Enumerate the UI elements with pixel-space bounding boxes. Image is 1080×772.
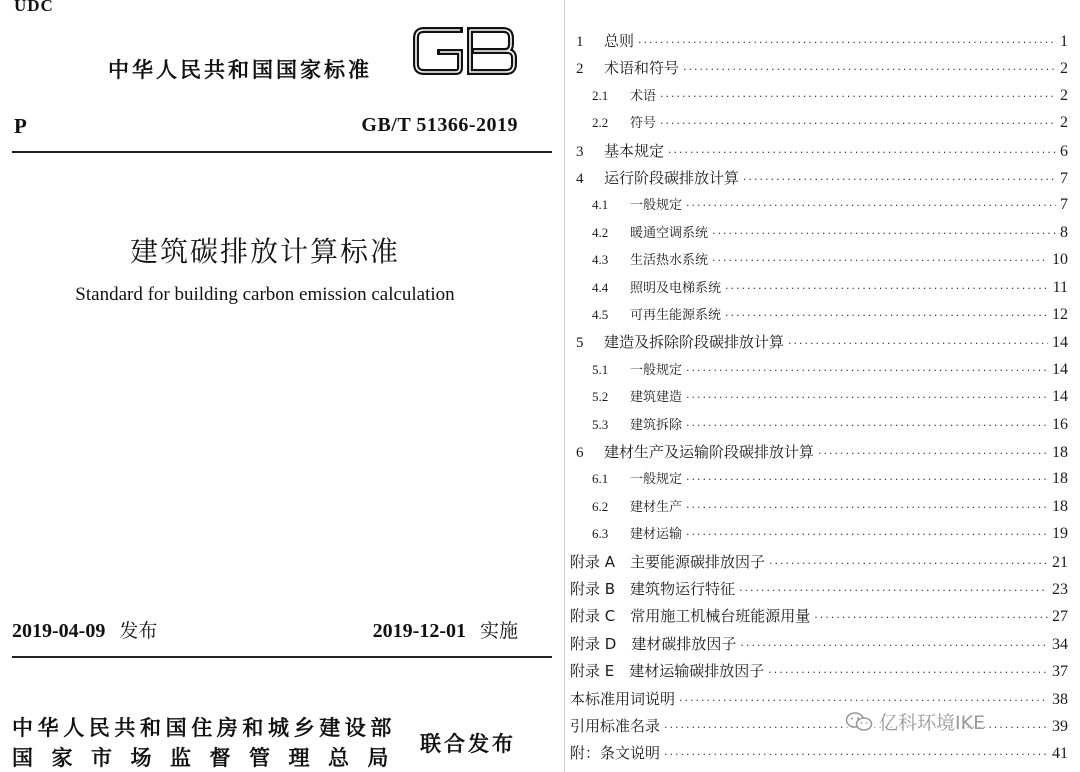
release-date-value: 2019-04-09: [12, 620, 106, 642]
toc-entry[interactable]: [570, 441, 1068, 463]
toc-entry-label: 一般规定: [630, 198, 683, 214]
toc-entry-label: 附录 D 建材碳排放因子: [570, 634, 737, 653]
toc-entry-label: 符号: [630, 116, 657, 132]
toc-entry-label: 暖通空调系统: [630, 225, 709, 241]
toc-entry[interactable]: [570, 222, 1068, 244]
effective-date-value: 2019-12-01: [372, 620, 466, 642]
toc-entry-label: 生活热水系统: [630, 253, 709, 269]
toc-entry-label: 建材运输: [630, 527, 683, 543]
toc-entry[interactable]: [570, 57, 1068, 79]
toc-entry[interactable]: [570, 112, 1068, 134]
toc-leader-dots: [743, 169, 1056, 191]
toc-entry-number: 4.1: [592, 197, 609, 213]
toc-entry-number: 6: [576, 445, 584, 461]
toc-entry-label: 本标准用词说明: [570, 689, 676, 708]
toc-entry-page: 7: [1060, 170, 1068, 187]
toc-entry-number: 3: [576, 143, 584, 160]
toc-entry[interactable]: [570, 468, 1068, 490]
toc-leader-dots: [725, 305, 1048, 327]
toc-leader-dots: [788, 333, 1048, 355]
toc-entry-label: 总则: [604, 32, 635, 50]
toc-entry[interactable]: [570, 304, 1068, 326]
title-chinese: 建筑碳排放计算标准: [129, 235, 400, 268]
effective-date: [373, 616, 518, 643]
toc-entry[interactable]: [570, 605, 1068, 627]
toc-entry-label: 引用标准名录: [570, 717, 661, 735]
toc-entry-page: 11: [1052, 278, 1068, 296]
issuer-administration: 国家市场监督管理总局: [12, 746, 407, 770]
toc-entry[interactable]: [570, 578, 1068, 600]
toc-leader-dots: [768, 662, 1048, 684]
category-code: P: [14, 114, 27, 138]
toc-entry[interactable]: [570, 742, 1068, 764]
toc-entry-number: 5.3: [592, 416, 609, 432]
toc-entry-label: 术语: [630, 88, 657, 104]
toc-entry-number: 4.5: [592, 307, 609, 322]
toc-entry-label: 建筑建造: [630, 390, 683, 406]
header-rule: [12, 151, 552, 153]
toc-entry[interactable]: [570, 633, 1068, 655]
table-of-contents: [570, 0, 1070, 772]
gb-logo-icon: [410, 20, 522, 82]
release-date: [12, 616, 157, 643]
toc-leader-dots: [712, 223, 1056, 245]
toc-entry[interactable]: [570, 140, 1068, 162]
toc-entry[interactable]: [570, 359, 1068, 381]
toc-entry-page: 19: [1052, 525, 1068, 543]
toc-entry[interactable]: [570, 30, 1068, 52]
toc-leader-dots: [814, 607, 1048, 629]
national-standard-heading: 中华人民共和国国家标准: [108, 58, 372, 82]
toc-entry[interactable]: [570, 688, 1068, 710]
toc-entry-page: 2: [1060, 114, 1068, 132]
toc-entry-label: 基本规定: [604, 141, 665, 160]
toc-entry-number: 6.3: [592, 526, 609, 542]
standard-number: GB/T 51366-2019: [361, 114, 518, 136]
toc-entry-page: 12: [1052, 306, 1068, 323]
toc-entry-page: 2: [1060, 60, 1068, 78]
toc-entry-page: 7: [1060, 196, 1068, 214]
toc-entry-page: 21: [1052, 553, 1068, 571]
toc-entry-number: 2.2: [592, 115, 609, 131]
toc-leader-dots: [686, 415, 1048, 437]
release-label: 发布: [119, 620, 158, 642]
toc-leader-dots: [686, 360, 1048, 382]
toc-entry-number: 5.1: [592, 361, 609, 377]
toc-entry[interactable]: [570, 715, 1068, 737]
title-english: Standard for building carbon emission calculation: [75, 284, 455, 305]
toc-entry-number: 6.2: [592, 498, 609, 514]
toc-entry[interactable]: [570, 167, 1068, 189]
toc-entry[interactable]: [570, 523, 1068, 545]
toc-leader-dots: [660, 113, 1056, 135]
toc-entry-page: 18: [1052, 444, 1068, 461]
toc-entry-page: 14: [1052, 334, 1068, 352]
toc-entry[interactable]: [570, 249, 1068, 271]
toc-entry-number: 2.1: [592, 87, 609, 103]
wechat-icon: [845, 711, 873, 733]
toc-entry-label: 附录 C 常用施工机械台班能源用量: [570, 607, 811, 626]
toc-entry-label: 术语和符号: [604, 59, 680, 78]
toc-entry-number: 4.2: [592, 224, 609, 240]
toc-entry-page: 39: [1052, 718, 1068, 735]
toc-entry-label: 附录 E 建材运输碳排放因子: [570, 662, 765, 681]
toc-entry[interactable]: [570, 551, 1068, 573]
watermark: [845, 708, 985, 735]
toc-leader-dots: [769, 553, 1048, 575]
toc-entry-page: 34: [1052, 635, 1068, 653]
toc-leader-dots: [686, 387, 1048, 409]
toc-entry-label: 建材生产: [630, 499, 683, 515]
toc-entry-label: 一般规定: [630, 362, 683, 378]
toc-leader-dots: [638, 32, 1056, 54]
toc-entry-label: 运行阶段碳排放计算: [604, 169, 740, 187]
toc-entry-page: 14: [1052, 360, 1068, 378]
issuer-ministry: 中华人民共和国住房和城乡建设部: [12, 716, 396, 740]
toc-entry-label: 附：条文说明: [570, 744, 661, 763]
watermark-text: 亿科环境IKE: [879, 712, 986, 734]
toc-entry-label: 照明及电梯系统: [630, 280, 722, 296]
toc-entry-page: 37: [1052, 663, 1068, 681]
toc-leader-dots: [686, 497, 1048, 519]
toc-entry-number: 1: [576, 34, 584, 50]
toc-entry-page: 6: [1060, 142, 1068, 160]
toc-leader-dots: [740, 635, 1048, 657]
toc-entry[interactable]: [570, 277, 1068, 299]
toc-entry-label: 可再生能源系统: [630, 308, 722, 323]
toc-entry[interactable]: [570, 660, 1068, 682]
toc-entry[interactable]: [570, 386, 1068, 408]
toc-entry-page: 38: [1052, 690, 1068, 708]
toc-entry-label: 附录 B 建筑物运行特征: [570, 580, 736, 598]
udc-label: UDC: [14, 0, 54, 15]
footer-rule: [12, 656, 552, 658]
page-divider: [564, 0, 565, 772]
toc-leader-dots: [686, 195, 1056, 217]
toc-entry[interactable]: [570, 331, 1068, 353]
toc-entry[interactable]: [570, 496, 1068, 518]
toc-entry-number: 4: [576, 171, 584, 187]
toc-entry-page: 2: [1060, 86, 1068, 104]
toc-entry-page: 8: [1060, 223, 1068, 241]
toc-entry-page: 41: [1052, 745, 1068, 763]
joint-release-label: 联合发布: [420, 732, 516, 756]
toc-entry-number: 5: [576, 335, 584, 352]
toc-entry-page: 10: [1052, 251, 1068, 269]
toc-leader-dots: [668, 142, 1056, 164]
toc-entry-number: 4.3: [592, 252, 609, 268]
toc-entry-number: 6.1: [592, 471, 609, 487]
toc-entry[interactable]: [570, 194, 1068, 216]
toc-entry-label: 附录 A 主要能源碳排放因子: [570, 552, 766, 571]
toc-leader-dots: [664, 744, 1048, 766]
toc-entry-page: 23: [1052, 581, 1068, 598]
toc-entry-label: 一般规定: [630, 472, 683, 488]
toc-entry-number: 2: [576, 61, 584, 78]
toc-entry-number: 4.4: [592, 279, 609, 295]
effective-label: 实施: [479, 620, 518, 642]
toc-entry-label: 建筑拆除: [630, 417, 683, 433]
toc-entry-label: 建造及拆除阶段碳排放计算: [604, 333, 785, 352]
toc-leader-dots: [712, 250, 1048, 272]
toc-leader-dots: [739, 580, 1048, 602]
toc-leader-dots: [818, 443, 1048, 465]
toc-entry-page: 14: [1052, 388, 1068, 406]
toc-entry-page: 16: [1052, 415, 1068, 433]
toc-leader-dots: [660, 86, 1056, 108]
toc-entry[interactable]: [570, 85, 1068, 107]
toc-entry-page: 18: [1052, 497, 1068, 515]
toc-entry[interactable]: [570, 414, 1068, 436]
toc-entry-label: 建材生产及运输阶段碳排放计算: [604, 443, 815, 461]
toc-entry-number: 5.2: [592, 389, 609, 405]
toc-leader-dots: [683, 59, 1056, 81]
toc-leader-dots: [686, 469, 1048, 491]
toc-leader-dots: [725, 278, 1049, 300]
toc-entry-page: 1: [1060, 33, 1068, 50]
toc-entry-page: 18: [1052, 470, 1068, 488]
toc-leader-dots: [686, 524, 1048, 546]
toc-entry-page: 27: [1052, 608, 1068, 626]
